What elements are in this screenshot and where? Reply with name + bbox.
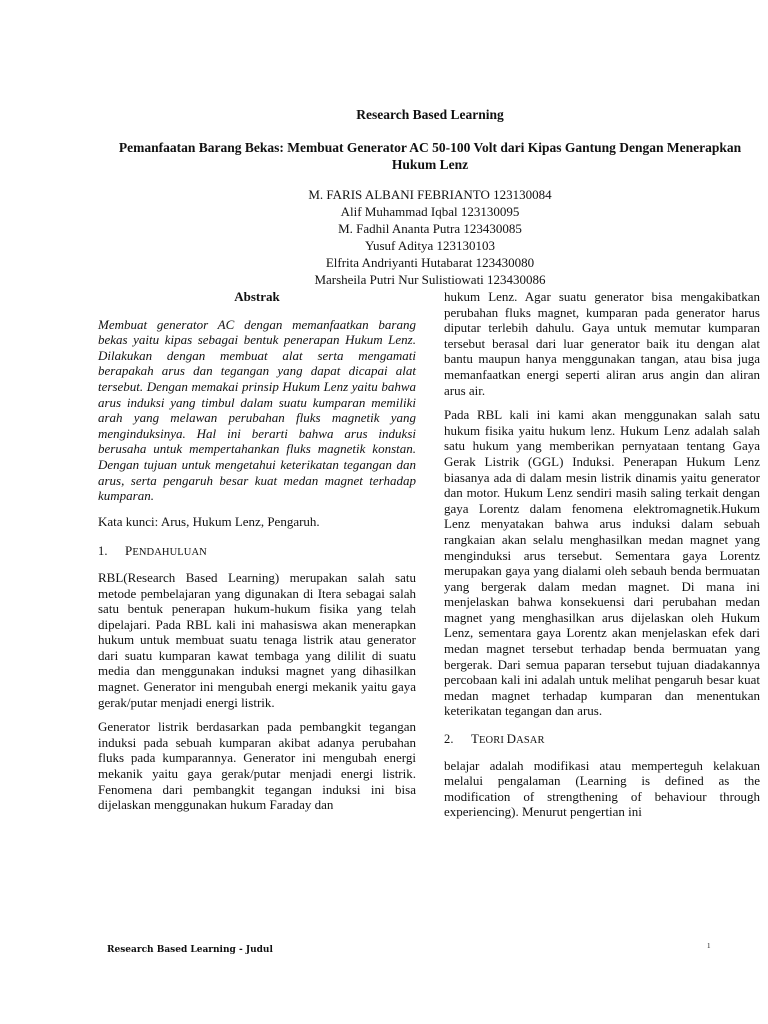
paper-subtitle: Pemanfaatan Barang Bekas: Membuat Generator AC 50-100 Volt dari Kipas Gantung Dengan Menerapkan Hukum Lenz [118, 140, 742, 172]
footer-running-title: Research Based Learning - Judul [107, 945, 273, 955]
section-initial: P [125, 543, 133, 559]
author: Alif Muhammad Iqbal 123130095 [340, 204, 520, 219]
section-number: 2. [444, 732, 454, 747]
author: M. Fadhil Ananta Putra 123430085 [338, 221, 522, 236]
section-initial: T [471, 731, 480, 747]
right-column [444, 289, 760, 829]
section-title-rest: ENDAHULUAN [132, 547, 207, 559]
section-heading-teori-dasar [444, 731, 760, 749]
author: M. FARIS ALBANI FEBRIANTO 123130084 [308, 187, 552, 202]
author: Yusuf Aditya 123130103 [365, 238, 495, 253]
left-column [98, 289, 416, 822]
abstract-body: Membuat generator AC dengan memanfaatkan barang bekas yaitu kipas sebagai bentuk penerapan Hukum Lenz. Dilakukan dengan membuat alat serta mengamati berapakah arus dan tegangan yang dapat dicapai alat tersebut. Dengan memakai prinsip Hukum Lenz yaitu bahwa arus induksi yang timbul dalam suatu kumparan memiliki arah yang melawan perubahan fluks magnetik yang menginduksinya. Hal ini berarti bahwa arus induksi berusaha untuk mempertahankan fluks magnetik konstan. Dengan tujuan untuk mengetahui keterikatan tegangan dan arus, serta pengaruh besar kuat medan magnet terhadap kumparan. [98, 316, 416, 504]
author: Elfrita Andriyanti Hutabarat 123430080 [325, 255, 535, 270]
paragraph: belajar adalah modifikasi atau memperteguh kelakuan melalui pengalaman (Learning is defined as the modification of strengthening of behaviour through experiencing). Menurut pengertian ini [444, 757, 760, 820]
page-number: 1 [707, 942, 711, 950]
section-number: 1. [98, 544, 108, 559]
section-initial: D [506, 731, 517, 747]
page-title: Research Based Learning [356, 107, 504, 122]
abstract-heading: Abstrak [234, 289, 280, 304]
section-heading-pendahuluan [98, 543, 416, 561]
keywords: Kata kunci: Arus, Hukum Lenz, Pengaruh. [98, 513, 320, 529]
paragraph: RBL(Research Based Learning) merupakan salah satu metode pembelajaran yang digunakan di Itera sebagai salah satu bentuk penerapan hukum-hukum fisika yang telah dipelajari. Pada RBL kali ini mahasiswa akan menerapkan hukum untuk membuat suatu tenaga listrik atau generator dari suatu kumparan kawat tembaga yang dililit di suatu media dan menggunakan induksi magnet yang dihasilkan magnet. Generator ini mengubah energi mekanik yaitu gaya gerak/putar menjadi energi listrik. [98, 569, 416, 710]
paragraph: Generator listrik berdasarkan pada pembangkit tegangan induksi pada sebuah kumparan akibat adanya perubahan fluks pada kumparannya. Generator ini mengubah energi mekanik yaitu gaya gerak/putar menjadi energi listrik. Fenomena dari pembangkit tegangan induksi ini bisa dijelaskan menggunakan hukum Faraday dan [98, 719, 416, 813]
author-list [100, 186, 760, 288]
author: Marsheila Putri Nur Sulistiowati 123430086 [314, 272, 546, 287]
paragraph: hukum Lenz. Agar suatu generator bisa mengakibatkan perubahan fluks magnet, kumparan pada generator harus diputar terlebih dahulu. Gaya untuk memutar kumparan tersebut berasal dari luar generator baik itu dengan alat bantu maupun hanya menggunakan tangan, atau bisa juga memanfaatkan energi seperti aliran arus angin dan aliran arus air. [444, 289, 760, 398]
paragraph: Pada RBL kali ini kami akan menggunakan salah satu hukum fisika yaitu hukum lenz. Hukum Lenz adalah salah satu hukum yang memberikan pernyataan tentang Gaya Gerak Listrik (GGL) Induksi. Penerapan Hukum Lenz biasanya ada di dalam mesin listrik dinamis yaitu generator dan motor. Hukum Lenz sendiri masih saling terkait dengan gaya Lorentz dalam fenomena elektromagnetik.Hukum Lenz menyatakan bahwa arus induksi dalam sebuah rangkaian akan selalu menghasilkan medan magnet yang menginduksi arus tersebut. Sementara gaya Lorentz merupakan gaya yang dialami oleh sebauh benda bermuatan yang bergerak dalam medan magnet. Di mana ini menjelaskan bahwa konsekuensi dari perubahan medan magnet yang menghasilkan arus dijelaskan oleh Hukum Lenz, sementara gaya Lorentz akan menjelaskan efek dari medan magnet tersebut terhadap benda bermuatan yang bergerak. Dari semua paparan tersebut tujuan diadakannya percobaan kali ini adalah untuk melihat pengaruh besar kuat medan magnet terhadap kumparan dan menentukan keterikatan tegangan dan arus. [444, 407, 760, 719]
section-title-rest: ASAR [516, 735, 545, 747]
section-title-rest: EORI [479, 735, 507, 747]
